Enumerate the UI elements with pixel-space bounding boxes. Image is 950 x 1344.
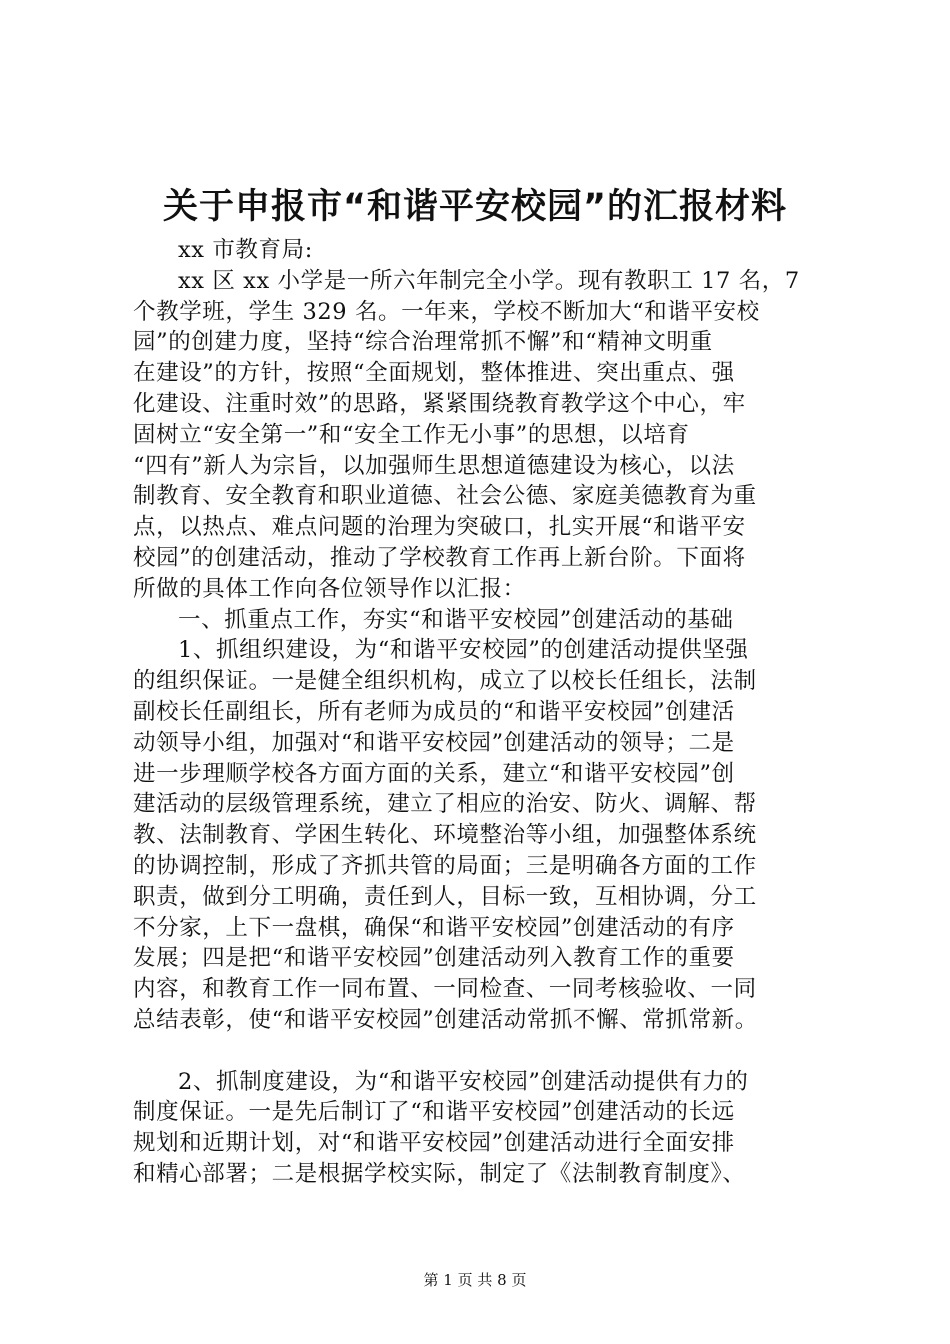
body-line: 总结表彰，使“和谐平安校园”创建活动常抓不懈、常抓常新。 xyxy=(133,1006,758,1033)
body-line: 制度保证。一是先后制订了“和谐平安校园”创建活动的长远 xyxy=(133,1099,735,1126)
body-line: 2、抓制度建设，为“和谐平安校园”创建活动提供有力的 xyxy=(178,1068,749,1095)
blank-line xyxy=(133,1036,845,1067)
body-line: 和精心部署；二是根据学校实际，制定了《法制教育制度》、 xyxy=(133,1160,746,1187)
body-line: 规划和近期计划，对“和谐平安校园”创建活动进行全面安排 xyxy=(133,1130,735,1157)
body-line: 教、法制教育、学困生转化、环境整治等小组，加强整体系统 xyxy=(133,822,757,849)
document-body xyxy=(133,235,845,1190)
body-line: 副校长任副组长，所有老师为成员的“和谐平安校园”创建活 xyxy=(133,698,735,725)
body-line: 一、抓重点工作，夯实“和谐平安校园”创建活动的基础 xyxy=(178,606,734,633)
body-line: xx 市教育局: xyxy=(178,237,313,263)
body-line: 固树立“安全第一”和“安全工作无小事”的思想，以培育 xyxy=(133,421,690,448)
body-line: xx 区 xx 小学是一所六年制完全小学。现有教职工 17 名，7 xyxy=(178,267,800,294)
body-line: 动领导小组，加强对“和谐平安校园”创建活动的领导；二是 xyxy=(133,729,735,756)
body-line: 制教育、安全教育和职业道德、社会公德、家庭美德教育为重 xyxy=(133,483,757,510)
body-line: 发展；四是把“和谐平安校园”创建活动列入教育工作的重要 xyxy=(133,945,735,972)
body-line: 职责，做到分工明确，责任到人，目标一致，互相协调，分工 xyxy=(133,883,757,910)
body-line: 的组织保证。一是健全组织机构，成立了以校长任组长，法制 xyxy=(133,668,757,695)
body-line: “四有”新人为宗旨，以加强师生思想道德建设为核心，以法 xyxy=(133,452,735,479)
body-line: 园”的创建力度，坚持“综合治理常抓不懈”和“精神文明重 xyxy=(133,329,713,356)
body-line: 化建设、注重时效”的思路，紧紧围绕教育教学这个中心，牢 xyxy=(133,390,746,417)
page-footer: 第 1 页 共 8 页 xyxy=(423,1271,527,1289)
body-line: 在建设”的方针，按照“全面规划，整体推进、突出重点、强 xyxy=(133,360,735,387)
body-line: 点，以热点、难点问题的治理为突破口，扎实开展“和谐平安 xyxy=(133,514,746,541)
body-line: 所做的具体工作向各位领导作以汇报： xyxy=(133,575,526,602)
body-line: 建活动的层级管理系统，建立了相应的治安、防火、调解、帮 xyxy=(133,791,757,818)
body-line: 内容，和教育工作一同布置、一同检查、一同考核验收、一同 xyxy=(133,976,757,1003)
body-line: 不分家，上下一盘棋，确保“和谐平安校园”创建活动的有序 xyxy=(133,914,735,941)
body-line: 校园”的创建活动，推动了学校教育工作再上新台阶。下面将 xyxy=(133,544,746,571)
body-line: 的协调控制，形成了齐抓共管的局面；三是明确各方面的工作 xyxy=(133,852,757,879)
body-line: 1、抓组织建设，为“和谐平安校园”的创建活动提供坚强 xyxy=(178,637,749,664)
body-line: 个教学班，学生 329 名。一年来，学校不断加大“和谐平安校 xyxy=(133,298,760,325)
document-title: 关于申报市“和谐平安校园”的汇报材料 xyxy=(162,187,787,227)
body-line: 进一步理顺学校各方面方面的关系，建立“和谐平安校园”创 xyxy=(133,760,735,787)
